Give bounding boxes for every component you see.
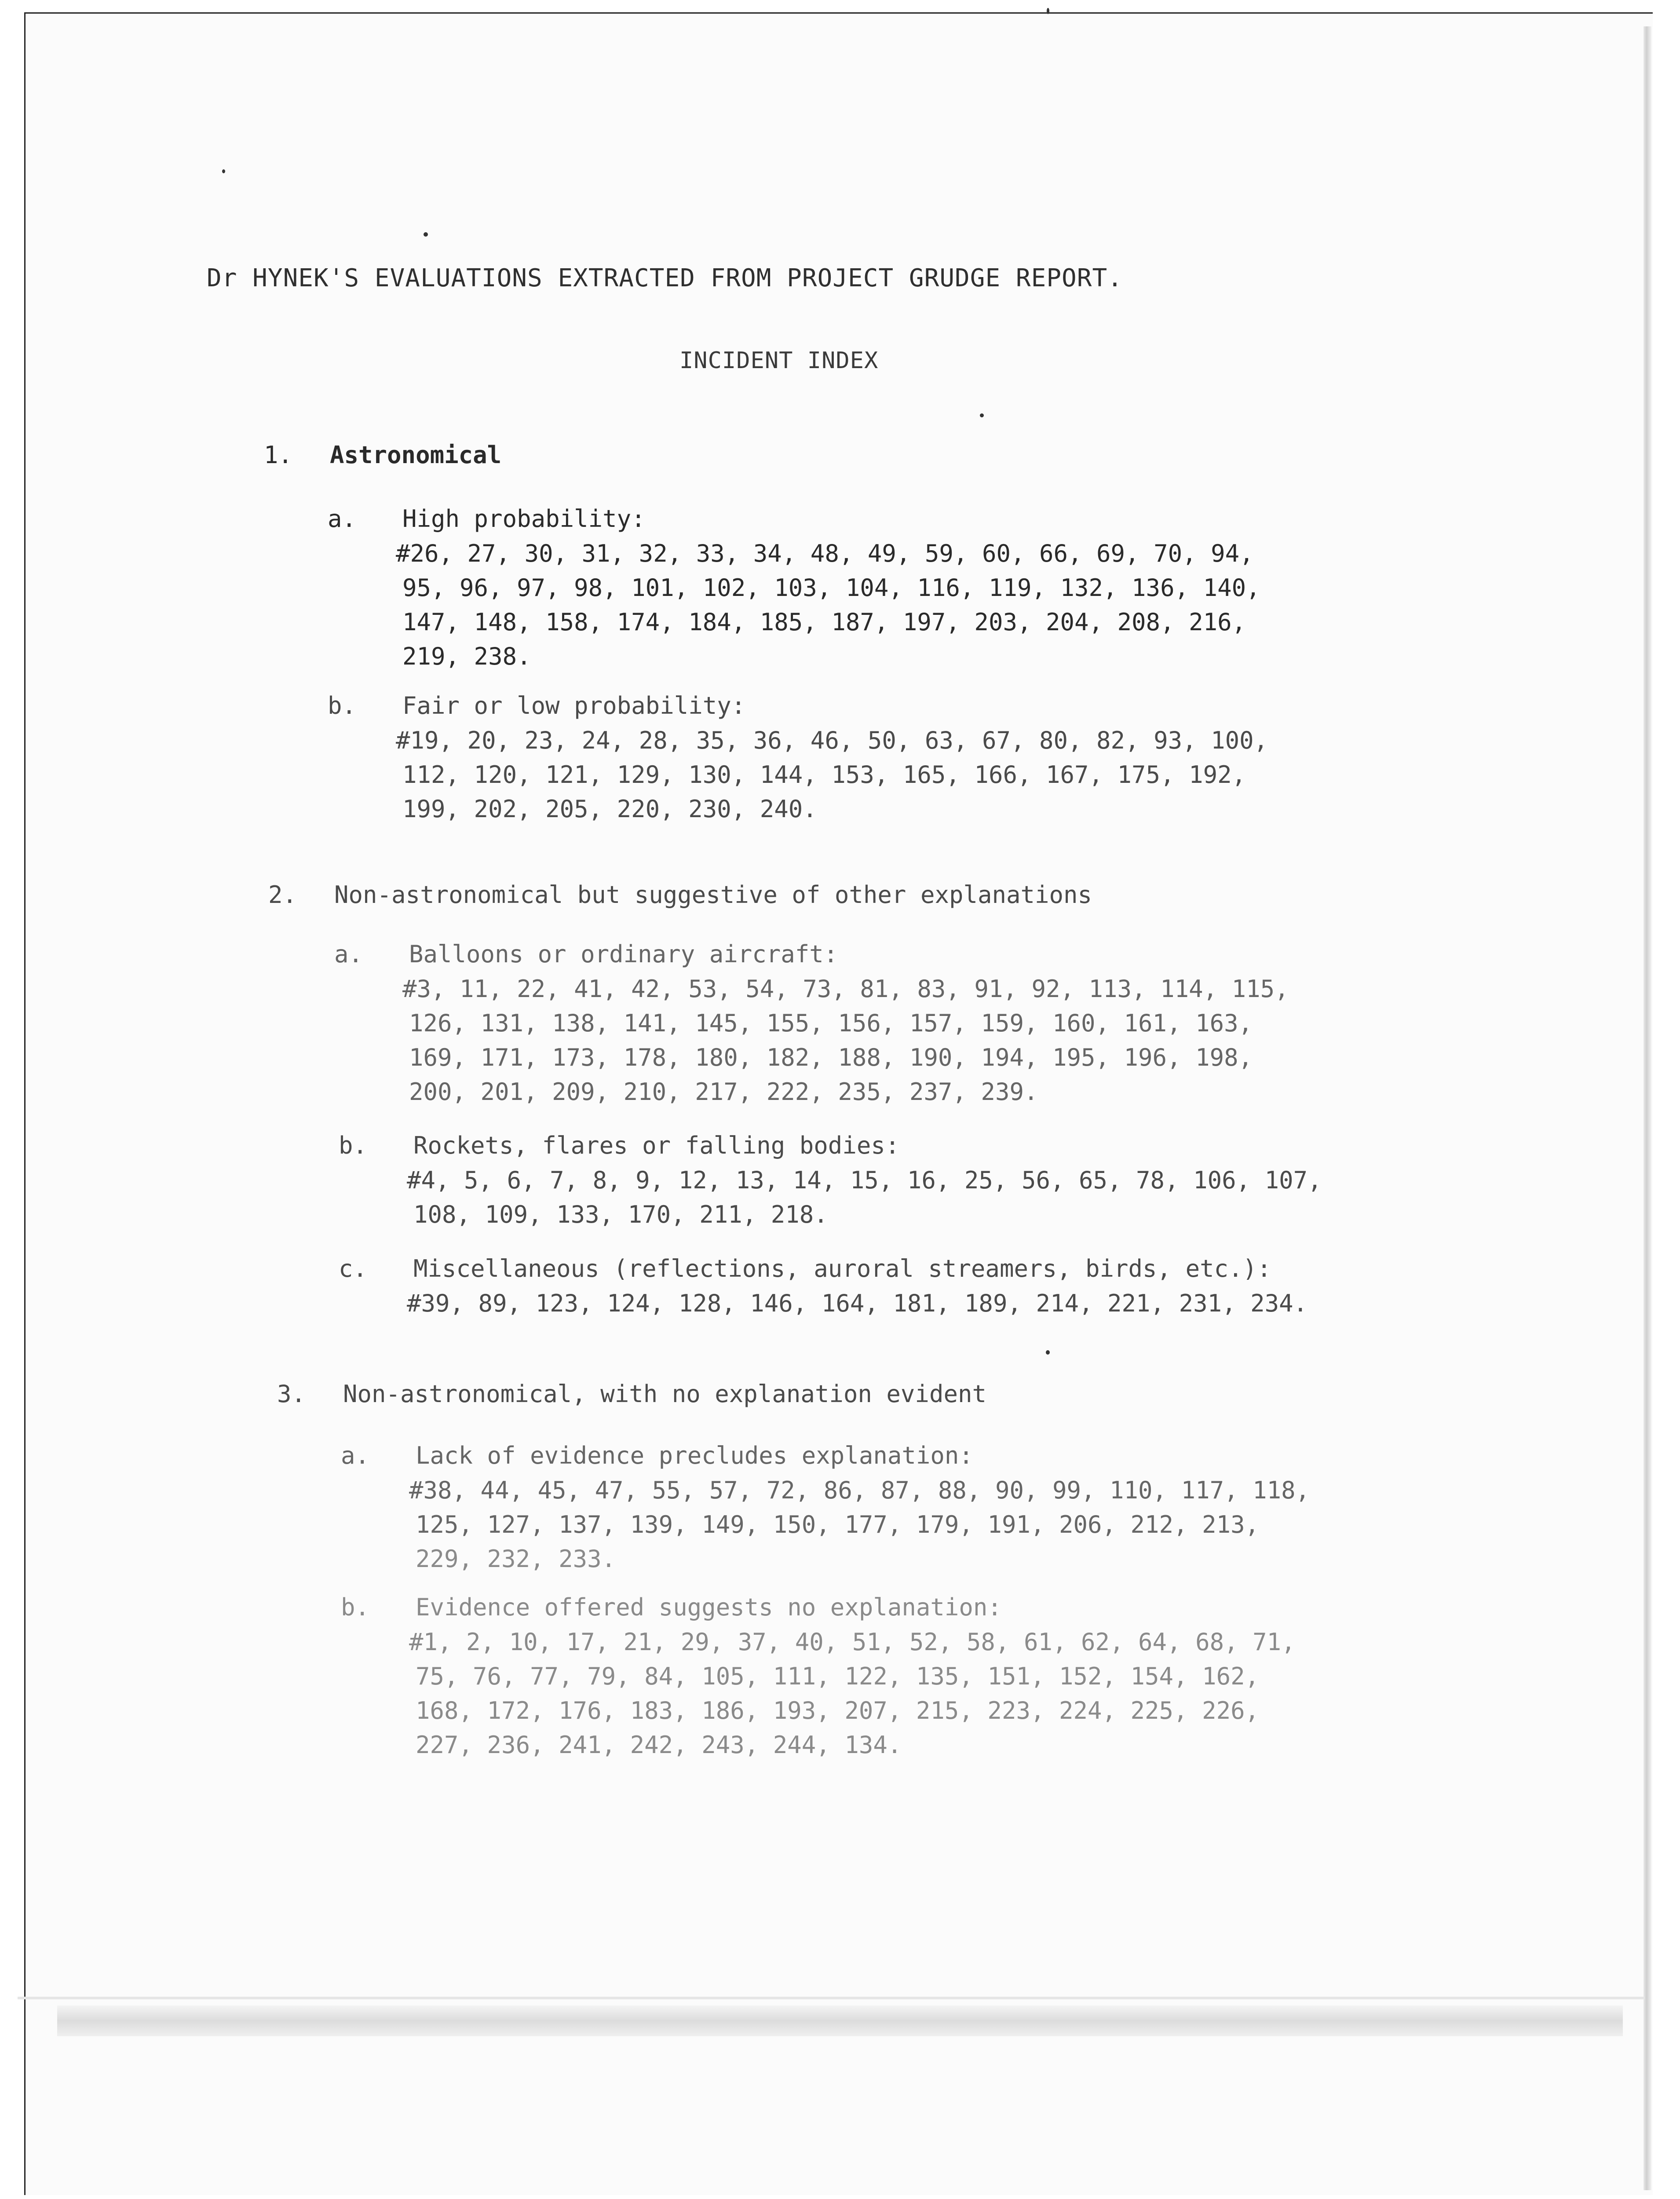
incident-line: #39, 89, 123, 124, 128, 146, 164, 181, 189, 214, 221, 231, 234. (407, 1289, 1308, 1317)
incident-line: 169, 171, 173, 178, 180, 182, 188, 190, 194, 195, 196, 198, (409, 1044, 1253, 1071)
subsection-heading (334, 937, 1289, 972)
subsection-title: High probability: (402, 505, 646, 533)
scan-speck (980, 413, 984, 417)
subsection-heading (328, 688, 1268, 723)
incident-number-list (341, 1473, 1310, 1576)
incident-number-list (339, 1163, 1322, 1232)
subsection-letter: c. (339, 1255, 368, 1282)
incident-line: #38, 44, 45, 47, 55, 57, 72, 86, 87, 88, 90, 99, 110, 117, 118, (409, 1476, 1310, 1504)
incident-line: 75, 76, 77, 79, 84, 105, 111, 122, 135, 151, 152, 154, 162, (416, 1662, 1260, 1690)
subsection-title: Evidence offered suggests no explanation: (416, 1593, 1002, 1621)
subsection-title: Fair or low probability: (402, 692, 746, 720)
section-heading (277, 1377, 986, 1412)
incident-line: 126, 131, 138, 141, 145, 155, 156, 157, 159, 160, 161, 163, (409, 1009, 1253, 1037)
document-title: Dr HYNEK'S EVALUATIONS EXTRACTED FROM PROJECT GRUDGE REPORT. (207, 264, 1123, 292)
scan-speck (424, 232, 428, 237)
section-title: Non-astronomical, with no explanation evident (343, 1380, 986, 1408)
subsection-heading (328, 501, 1260, 537)
subsection-heading (341, 1590, 1296, 1625)
incident-number-list (341, 1625, 1296, 1762)
incident-line: #1, 2, 10, 17, 21, 29, 37, 40, 51, 52, 58, 61, 62, 64, 68, 71, (409, 1628, 1296, 1656)
section-astronomical (264, 438, 501, 473)
section-heading (264, 438, 501, 473)
section-heading (268, 877, 1092, 913)
incident-line: #3, 11, 22, 41, 42, 53, 54, 73, 81, 83, 91, 92, 113, 114, 115, (402, 975, 1289, 1003)
subsection-lack-of-evidence (341, 1438, 1310, 1576)
subsection-heading (339, 1251, 1307, 1286)
page-bottom-shadow (57, 2005, 1623, 2036)
scan-speck (1047, 8, 1049, 14)
incident-line: 125, 127, 137, 139, 149, 150, 177, 179, 191, 206, 212, 213, (416, 1511, 1260, 1538)
incident-line: 168, 172, 176, 183, 186, 193, 207, 215, 223, 224, 225, 226, (416, 1697, 1260, 1724)
scan-speck (1046, 1350, 1050, 1355)
subsection-letter: b. (328, 692, 357, 720)
incident-number-list (334, 972, 1289, 1109)
section-number: 2. (268, 881, 297, 909)
subsection-rockets-flares (339, 1128, 1322, 1232)
section-number: 1. (264, 441, 293, 469)
incident-line: 95, 96, 97, 98, 101, 102, 103, 104, 116, 119, 132, 136, 140, (402, 574, 1260, 602)
incident-line: 200, 201, 209, 210, 217, 222, 235, 237, 239. (409, 1078, 1038, 1106)
subsection-title: Balloons or ordinary aircraft: (409, 940, 838, 968)
incident-number-list (328, 537, 1260, 674)
subsection-title: Rockets, flares or falling bodies: (413, 1132, 900, 1159)
subsection-letter: a. (334, 940, 363, 968)
subsection-title: Lack of evidence precludes explanation: (416, 1442, 973, 1469)
subsection-letter: b. (339, 1132, 368, 1159)
section-non-astronomical-suggestive (268, 877, 1092, 913)
subsection-letter: b. (341, 1593, 370, 1621)
subsection-heading (339, 1128, 1322, 1163)
subsection-miscellaneous (339, 1251, 1307, 1321)
subsection-title: Miscellaneous (reflections, auroral streamers, birds, etc.): (413, 1255, 1271, 1282)
subsection-no-explanation (341, 1590, 1296, 1762)
incident-line: 229, 232, 233. (416, 1545, 616, 1573)
document-subtitle: INCIDENT INDEX (679, 347, 879, 374)
subsection-fair-low-probability (328, 688, 1268, 826)
subsection-letter: a. (328, 505, 357, 533)
section-title: Non-astronomical but suggestive of other explanations (334, 881, 1092, 909)
subsection-high-probability (328, 501, 1260, 674)
incident-line: 219, 238. (402, 643, 531, 670)
subsection-letter: a. (341, 1442, 370, 1469)
incident-line: #4, 5, 6, 7, 8, 9, 12, 13, 14, 15, 16, 25, 56, 65, 78, 106, 107, (407, 1166, 1322, 1194)
section-non-astronomical-unexplained (277, 1377, 986, 1412)
incident-line: 147, 148, 158, 174, 184, 185, 187, 197, 203, 204, 208, 216, (402, 608, 1246, 636)
incident-number-list (328, 723, 1268, 826)
incident-line: #26, 27, 30, 31, 32, 33, 34, 48, 49, 59, 60, 66, 69, 70, 94, (396, 540, 1254, 567)
section-title: Astronomical (330, 441, 502, 469)
incident-line: 112, 120, 121, 129, 130, 144, 153, 165, 166, 167, 175, 192, (402, 761, 1246, 789)
incident-line: 108, 109, 133, 170, 211, 218. (413, 1201, 828, 1228)
subsection-heading (341, 1438, 1310, 1473)
page-edge-shadow (1643, 26, 1651, 2190)
scan-speck (222, 169, 225, 173)
section-number: 3. (277, 1380, 306, 1408)
incident-line: #19, 20, 23, 24, 28, 35, 36, 46, 50, 63, 67, 80, 82, 93, 100, (396, 727, 1268, 754)
incident-number-list (339, 1286, 1307, 1321)
subsection-balloons-aircraft (334, 937, 1289, 1109)
incident-line: 227, 236, 241, 242, 243, 244, 134. (416, 1731, 902, 1759)
page-bottom-line (18, 1997, 1645, 1999)
incident-line: 199, 202, 205, 220, 230, 240. (402, 795, 817, 823)
